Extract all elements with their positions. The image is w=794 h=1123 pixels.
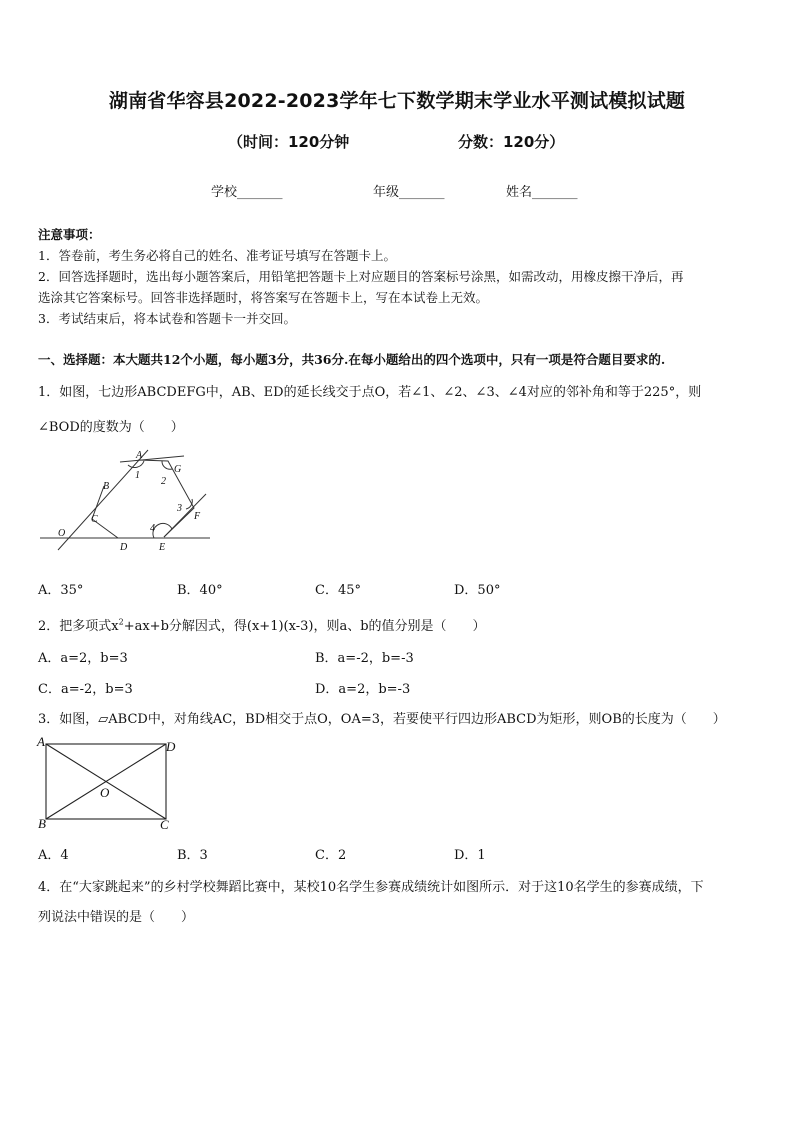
label-g: G: [174, 464, 182, 475]
label-d: D: [120, 542, 128, 553]
q2-option-c: C．a=-2，b=3: [38, 682, 133, 697]
heptagon-figure: [36, 447, 216, 559]
label-b: B: [38, 816, 46, 831]
q2-option-b: B．a=-2，b=-3: [315, 651, 414, 666]
label-c: C: [160, 817, 169, 831]
grade-field: 年级_______: [373, 185, 445, 200]
notice-item-2: 2．回答选择题时，选出每小题答案后，用铅笔把答题卡上对应题目的答案标号涂黑，如需改动，用橡皮擦干净后，再: [38, 269, 684, 284]
question-3-text: 3．如图，▱ABCD中，对角线AC，BD相交于点O，OA=3，若要使平行四边形ABCD为矩形，则OB的长度为（ ）: [38, 712, 726, 727]
label-b: B: [103, 481, 110, 492]
angle-1-arc: [128, 461, 144, 468]
q2-text-pre: 2．把多项式x: [38, 619, 119, 634]
question-4-text: 4．在“大家跳起来”的乡村学校舞蹈比赛中，某校10名学生参赛成绩统计如图所示．对于这10名学生的参赛成绩，下: [38, 880, 704, 895]
question-1-text-cont: ∠BOD的度数为（ ）: [38, 420, 184, 435]
q3-option-d: D．1: [454, 848, 486, 863]
extended-ab-line: [58, 450, 148, 550]
exam-score: 分数：120分）: [458, 133, 565, 151]
q2-text-post: +ax+b分解因式，得(x+1)(x-3)，则a、b的值分别是（ ）: [123, 619, 486, 634]
notice-item-2-cont: 选涂其它答案标号。回答非选择题时，将答案写在答题卡上，写在本试卷上无效。: [38, 290, 489, 305]
q2-exponent: 2: [118, 617, 124, 627]
label-a: A: [37, 735, 45, 749]
label-o: O: [58, 528, 66, 539]
ag-extended-line: [120, 456, 184, 462]
q1-option-a: A．35°: [38, 583, 84, 598]
label-a: A: [136, 450, 143, 461]
ag-gf-fe-edges: [138, 460, 194, 537]
name-field: 姓名_______: [506, 185, 578, 200]
q1-option-d: D．50°: [454, 583, 501, 598]
label-angle-1: 1: [135, 470, 140, 481]
notice-heading: 注意事项：: [38, 227, 101, 242]
question-1-text: 1．如图，七边形ABCDEFG中，AB、ED的延长线交于点O，若∠1、∠2、∠3、∠4对应的邻补角和等于225°，则: [38, 385, 702, 400]
label-c: C: [91, 514, 98, 525]
notice-item-1: 1．答卷前，考生务必将自己的姓名、准考证号填写在答题卡上。: [38, 248, 396, 263]
page-title: 湖南省华容县2022-2023学年七下数学期末学业水平测试模拟试题: [108, 90, 686, 112]
q2-option-a: A．a=2，b=3: [38, 651, 128, 666]
notice-item-3: 3．考试结束后，将本试卷和答题卡一并交回。: [38, 311, 296, 326]
angle-3-arc: [186, 499, 192, 509]
q3-option-c: C．2: [315, 848, 347, 863]
rectangle-figure: [36, 735, 182, 831]
label-d: D: [166, 739, 176, 754]
q3-option-a: A．4: [38, 848, 69, 863]
label-o: O: [100, 785, 110, 800]
question-4-text-cont: 列说法中错误的是（ ）: [38, 910, 195, 925]
label-f: F: [194, 511, 201, 522]
bc-cd-edges: [92, 486, 118, 538]
label-angle-4: 4: [150, 523, 155, 534]
label-angle-2: 2: [161, 476, 166, 487]
school-field: 学校_______: [211, 185, 283, 200]
label-e: E: [159, 542, 166, 553]
q1-option-b: B．40°: [177, 583, 223, 598]
q1-option-c: C．45°: [315, 583, 361, 598]
question-2-text: [38, 615, 486, 634]
q2-option-d: D．a=2，b=-3: [315, 682, 411, 697]
angle-4-arc: [153, 523, 172, 538]
exam-time: （时间：120分钟: [228, 133, 350, 151]
section-heading: 一、选择题：本大题共12个小题，每小题3分，共36分.在每小题给出的四个选项中，只有一项是符合题目要求的.: [38, 352, 666, 367]
q3-option-b: B．3: [177, 848, 208, 863]
label-angle-3: 3: [177, 503, 182, 514]
